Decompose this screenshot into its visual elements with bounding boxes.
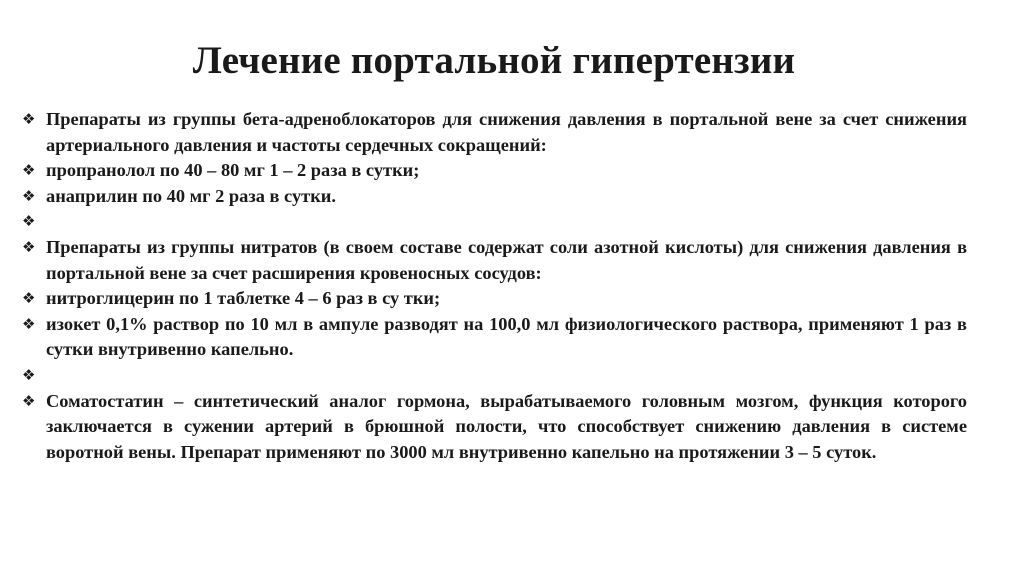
bullet-list bbox=[22, 107, 967, 465]
bullet-text: изокет 0,1% раствор по 10 мл в ампуле разводят на 100,0 мл физиологического раствора, применяют 1 раз в сутки внутривенно капельно. bbox=[46, 313, 967, 360]
diamond-bullet-icon: ❖ bbox=[22, 237, 36, 256]
diamond-bullet-icon: ❖ bbox=[22, 391, 36, 410]
bullet-text: Препараты из группы бета-адреноблокаторов для снижения давления в портальной вене за счет снижения артериального давления и частоты сердечных сокращений: bbox=[46, 109, 967, 155]
bullet-item bbox=[22, 158, 967, 184]
bullet-item bbox=[22, 235, 967, 286]
diamond-bullet-icon: ❖ bbox=[22, 365, 36, 384]
bullet-item bbox=[22, 184, 967, 210]
bullet-text: Соматостатин – синтетический аналог гормона, вырабатываемого головным мозгом, функция которого заключается в сужении артерий в брюшной полости, что способствует снижению давления в системе воротной вены. Препарат применяют по 3000 мл внутривенно капельно на протяжении 3 – 5 суток. bbox=[46, 390, 967, 462]
bullet-text: нитроглицерин по 1 таблетке 4 – 6 раз в су тки; bbox=[46, 288, 441, 309]
diamond-bullet-icon: ❖ bbox=[22, 161, 36, 180]
diamond-bullet-icon: ❖ bbox=[22, 289, 36, 308]
bullet-item bbox=[22, 312, 967, 363]
diamond-bullet-icon: ❖ bbox=[22, 110, 36, 128]
diamond-bullet-icon: ❖ bbox=[22, 314, 36, 333]
bullet-item bbox=[22, 286, 967, 312]
bullet-item-empty bbox=[22, 363, 967, 389]
bullet-text: пропранолол по 40 – 80 мг 1 – 2 раза в сутки; bbox=[46, 160, 420, 181]
bullet-item bbox=[22, 389, 967, 466]
diamond-bullet-icon: ❖ bbox=[22, 212, 36, 231]
bullet-text: Препараты из группы нитратов (в своем составе содержат соли азотной кислоты) для снижения давления в портальной вене за счет расширения кровеносных сосудов: bbox=[46, 236, 967, 283]
bullet-item bbox=[22, 107, 967, 158]
slide-title: Лечение портальной гипертензии bbox=[192, 39, 796, 82]
bullet-item-empty bbox=[22, 209, 967, 235]
diamond-bullet-icon: ❖ bbox=[22, 186, 36, 205]
bullet-text: анаприлин по 40 мг 2 раза в сутки. bbox=[46, 185, 336, 206]
